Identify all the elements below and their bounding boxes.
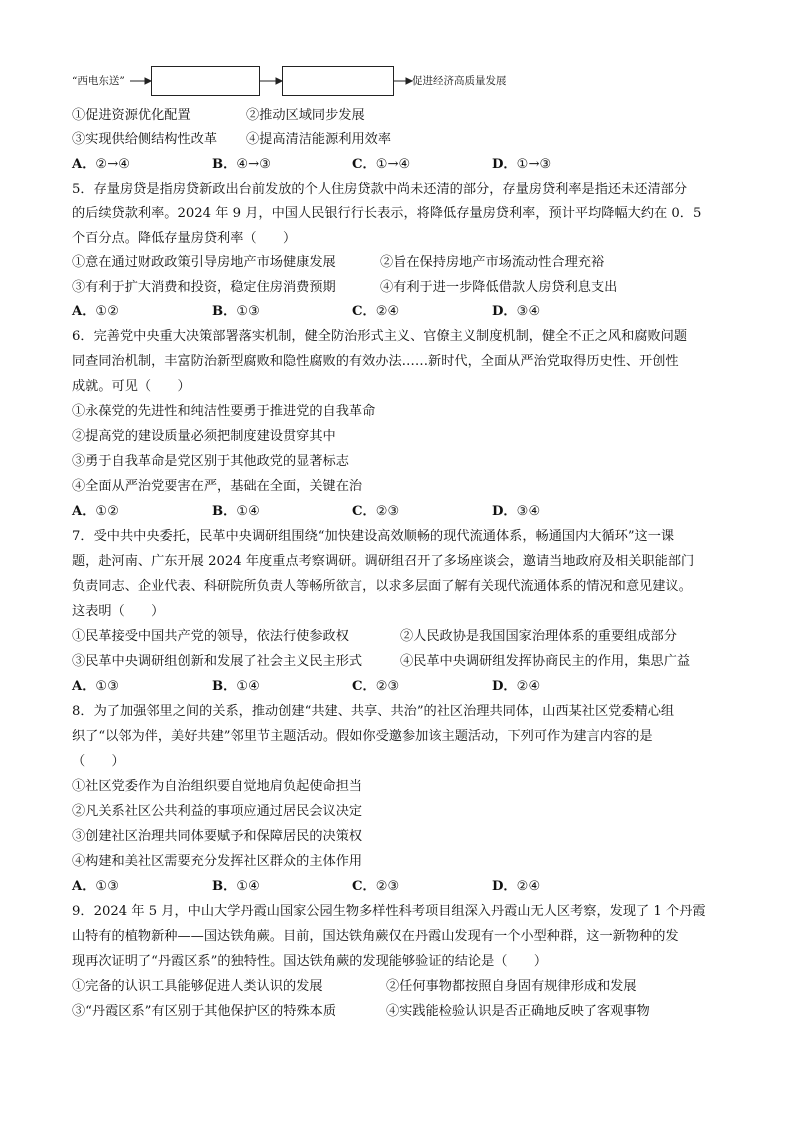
- q7-choice-a[interactable]: A．①③: [72, 679, 120, 694]
- q5-stem-line-3: 个百分点。降低存量房贷利率（ ）: [72, 231, 297, 246]
- q6-stem-line-2: 同查同治机制，丰富防治新型腐败和隐性腐败的有效办法……新时代，全面从严治党取得历史性、开创性: [72, 354, 679, 369]
- q6-item-3: ③勇于自我革命是党区别于其他政党的显著标志: [72, 454, 349, 469]
- q8-item-4: ④构建和美社区需要充分发挥社区群众的主体作用: [72, 854, 363, 869]
- q4-item-4: ④提高清洁能源利用效率: [246, 132, 392, 147]
- q4-item-3: ③实现供给侧结构性改革: [72, 132, 218, 147]
- q8-stem-line-1: 8．为了加强邻里之间的关系，推动创建“共建、共享、共治”的社区治理共同体，山西某社区党委精心组: [72, 704, 675, 719]
- q4-choice-c[interactable]: C．①→④: [352, 157, 411, 172]
- q5-choice-b[interactable]: B．①③: [212, 304, 260, 319]
- q6-choice-b[interactable]: B．①④: [212, 504, 260, 519]
- q8-choice-c[interactable]: C．②③: [352, 879, 400, 894]
- q8-item-1: ①社区党委作为自治组织要自觉地肩负起使命担当: [72, 779, 363, 794]
- q5-choice-a[interactable]: A．①②: [72, 304, 120, 319]
- q6-choice-d[interactable]: D．③④: [492, 504, 541, 519]
- q8-choice-a[interactable]: A．①③: [72, 879, 120, 894]
- q8-item-2: ②凡关系社区公共利益的事项应通过居民会议决定: [72, 804, 363, 819]
- q6-choice-c[interactable]: C．②③: [352, 504, 400, 519]
- q5-stem-line-2: 的后续贷款利率。2024 年 9 月，中国人民银行行长表示，将降低存量房贷利率，预计平均降幅大约在 0．5: [72, 206, 702, 221]
- q9-item-4: ④实践能检验认识是否正确地反映了客观事物: [386, 1004, 650, 1019]
- q5-item-4: ④有利于进一步降低借款人房贷利息支出: [380, 280, 618, 295]
- q6-stem-line-3: 成就。可见（ ）: [72, 379, 191, 394]
- q5-item-2: ②旨在保持房地产市场流动性合理充裕: [380, 255, 605, 270]
- flow-arrows: [72, 64, 722, 98]
- q9-stem-line-1: 9．2024 年 5 月，中山大学丹霞山国家公园生物多样性科考项目组深入丹霞山无人区考察，发现了 1 个丹霞: [72, 904, 706, 919]
- q9-item-2: ②任何事物都按照自身固有规律形成和发展: [386, 979, 637, 994]
- q9-stem-line-3: 现再次证明了“丹霞区系”的独特性。国达铁角蕨的发现能够验证的结论是（ ）: [72, 954, 548, 969]
- q7-choice-b[interactable]: B．①④: [212, 679, 260, 694]
- flow-diagram: [72, 64, 722, 98]
- q8-choice-d[interactable]: D．②④: [492, 879, 541, 894]
- q8-stem-line-2: 织了“以邻为伴，美好共建”邻里节主题活动。假如你受邀参加该主题活动，下列可作为建言内容的是: [72, 729, 653, 744]
- arrow-head-2: [276, 78, 282, 84]
- q7-item-3: ③民革中央调研组创新和发展了社会主义民主形式: [72, 654, 363, 669]
- q4-item-1: ①促进资源优化配置: [72, 108, 191, 123]
- q6-stem-line-1: 6．完善党中央重大决策部署落实机制，健全防治形式主义、官僚主义制度机制，健全不正之风和腐败问题: [72, 329, 688, 344]
- q5-item-1: ①意在通过财政政策引导房地产市场健康发展: [72, 255, 336, 270]
- q7-stem-line-3: 负责同志、企业代表、科研院所负责人等畅所欲言，以求多层面了解有关现代流通体系的情况和意见建议。: [72, 579, 692, 594]
- q7-stem-line-4: 这表明（ ）: [72, 604, 165, 619]
- q5-choice-c[interactable]: C．②④: [352, 304, 400, 319]
- q9-item-1: ①完备的认识工具能够促进人类认识的发展: [72, 979, 323, 994]
- q6-item-4: ④全面从严治党要害在严，基础在全面，关键在治: [72, 479, 363, 494]
- q7-stem-line-1: 7．受中共中央委托，民革中央调研组围绕“加快建设高效顺畅的现代流通体系，畅通国内大循环”这一课: [72, 529, 675, 544]
- q6-item-1: ①永葆党的先进性和纯洁性要勇于推进党的自我革命: [72, 404, 376, 419]
- q5-choice-d[interactable]: D．③④: [492, 304, 541, 319]
- q8-item-3: ③创建社区治理共同体要赋予和保障居民的决策权: [72, 829, 363, 844]
- q4-choice-d[interactable]: D．①→③: [492, 157, 552, 172]
- flow-end-label: 促进经济高质量发展: [412, 75, 507, 87]
- q7-choice-d[interactable]: D．②④: [492, 679, 541, 694]
- q9-stem-line-2: 山特有的植物新种——国达铁角蕨。目前，国达铁角蕨仅在丹霞山发现有一个小型种群，这一新物种的发: [72, 929, 679, 944]
- q4-item-2: ②推动区域同步发展: [246, 108, 365, 123]
- q6-item-2: ②提高党的建设质量必须把制度建设贯穿其中: [72, 429, 336, 444]
- q5-item-3: ③有利于扩大消费和投资，稳定住房消费预期: [72, 280, 336, 295]
- q7-item-4: ④民革中央调研组发挥协商民主的作用，集思广益: [400, 654, 691, 669]
- q9-item-3: ③“丹霞区系”有区别于其他保护区的特殊本质: [72, 1004, 337, 1019]
- q5-stem-line-1: 5．存量房贷是指房贷新政出台前发放的个人住房贷款中尚未还清的部分，存量房贷利率是指还未还清部分: [72, 182, 688, 197]
- q6-choice-a[interactable]: A．①②: [72, 504, 120, 519]
- q8-stem-line-3: （ ）: [72, 754, 125, 769]
- q4-choice-a[interactable]: A．②→④: [72, 157, 131, 172]
- q8-choice-b[interactable]: B．①④: [212, 879, 260, 894]
- q7-item-1: ①民革接受中国共产党的领导，依法行使参政权: [72, 629, 349, 644]
- q7-stem-line-2: 题，赴河南、广东开展 2024 年度重点考察调研。调研组召开了多场座谈会，邀请当地政府及相关职能部门: [72, 554, 695, 569]
- flow-start-label: “西电东送”: [72, 75, 125, 87]
- arrow-head-1: [145, 78, 151, 84]
- arrow-head-3: [406, 78, 412, 84]
- q4-choice-b[interactable]: B．④→③: [212, 157, 272, 172]
- q7-choice-c[interactable]: C．②③: [352, 679, 400, 694]
- q7-item-2: ②人民政协是我国国家治理体系的重要组成部分: [400, 629, 677, 644]
